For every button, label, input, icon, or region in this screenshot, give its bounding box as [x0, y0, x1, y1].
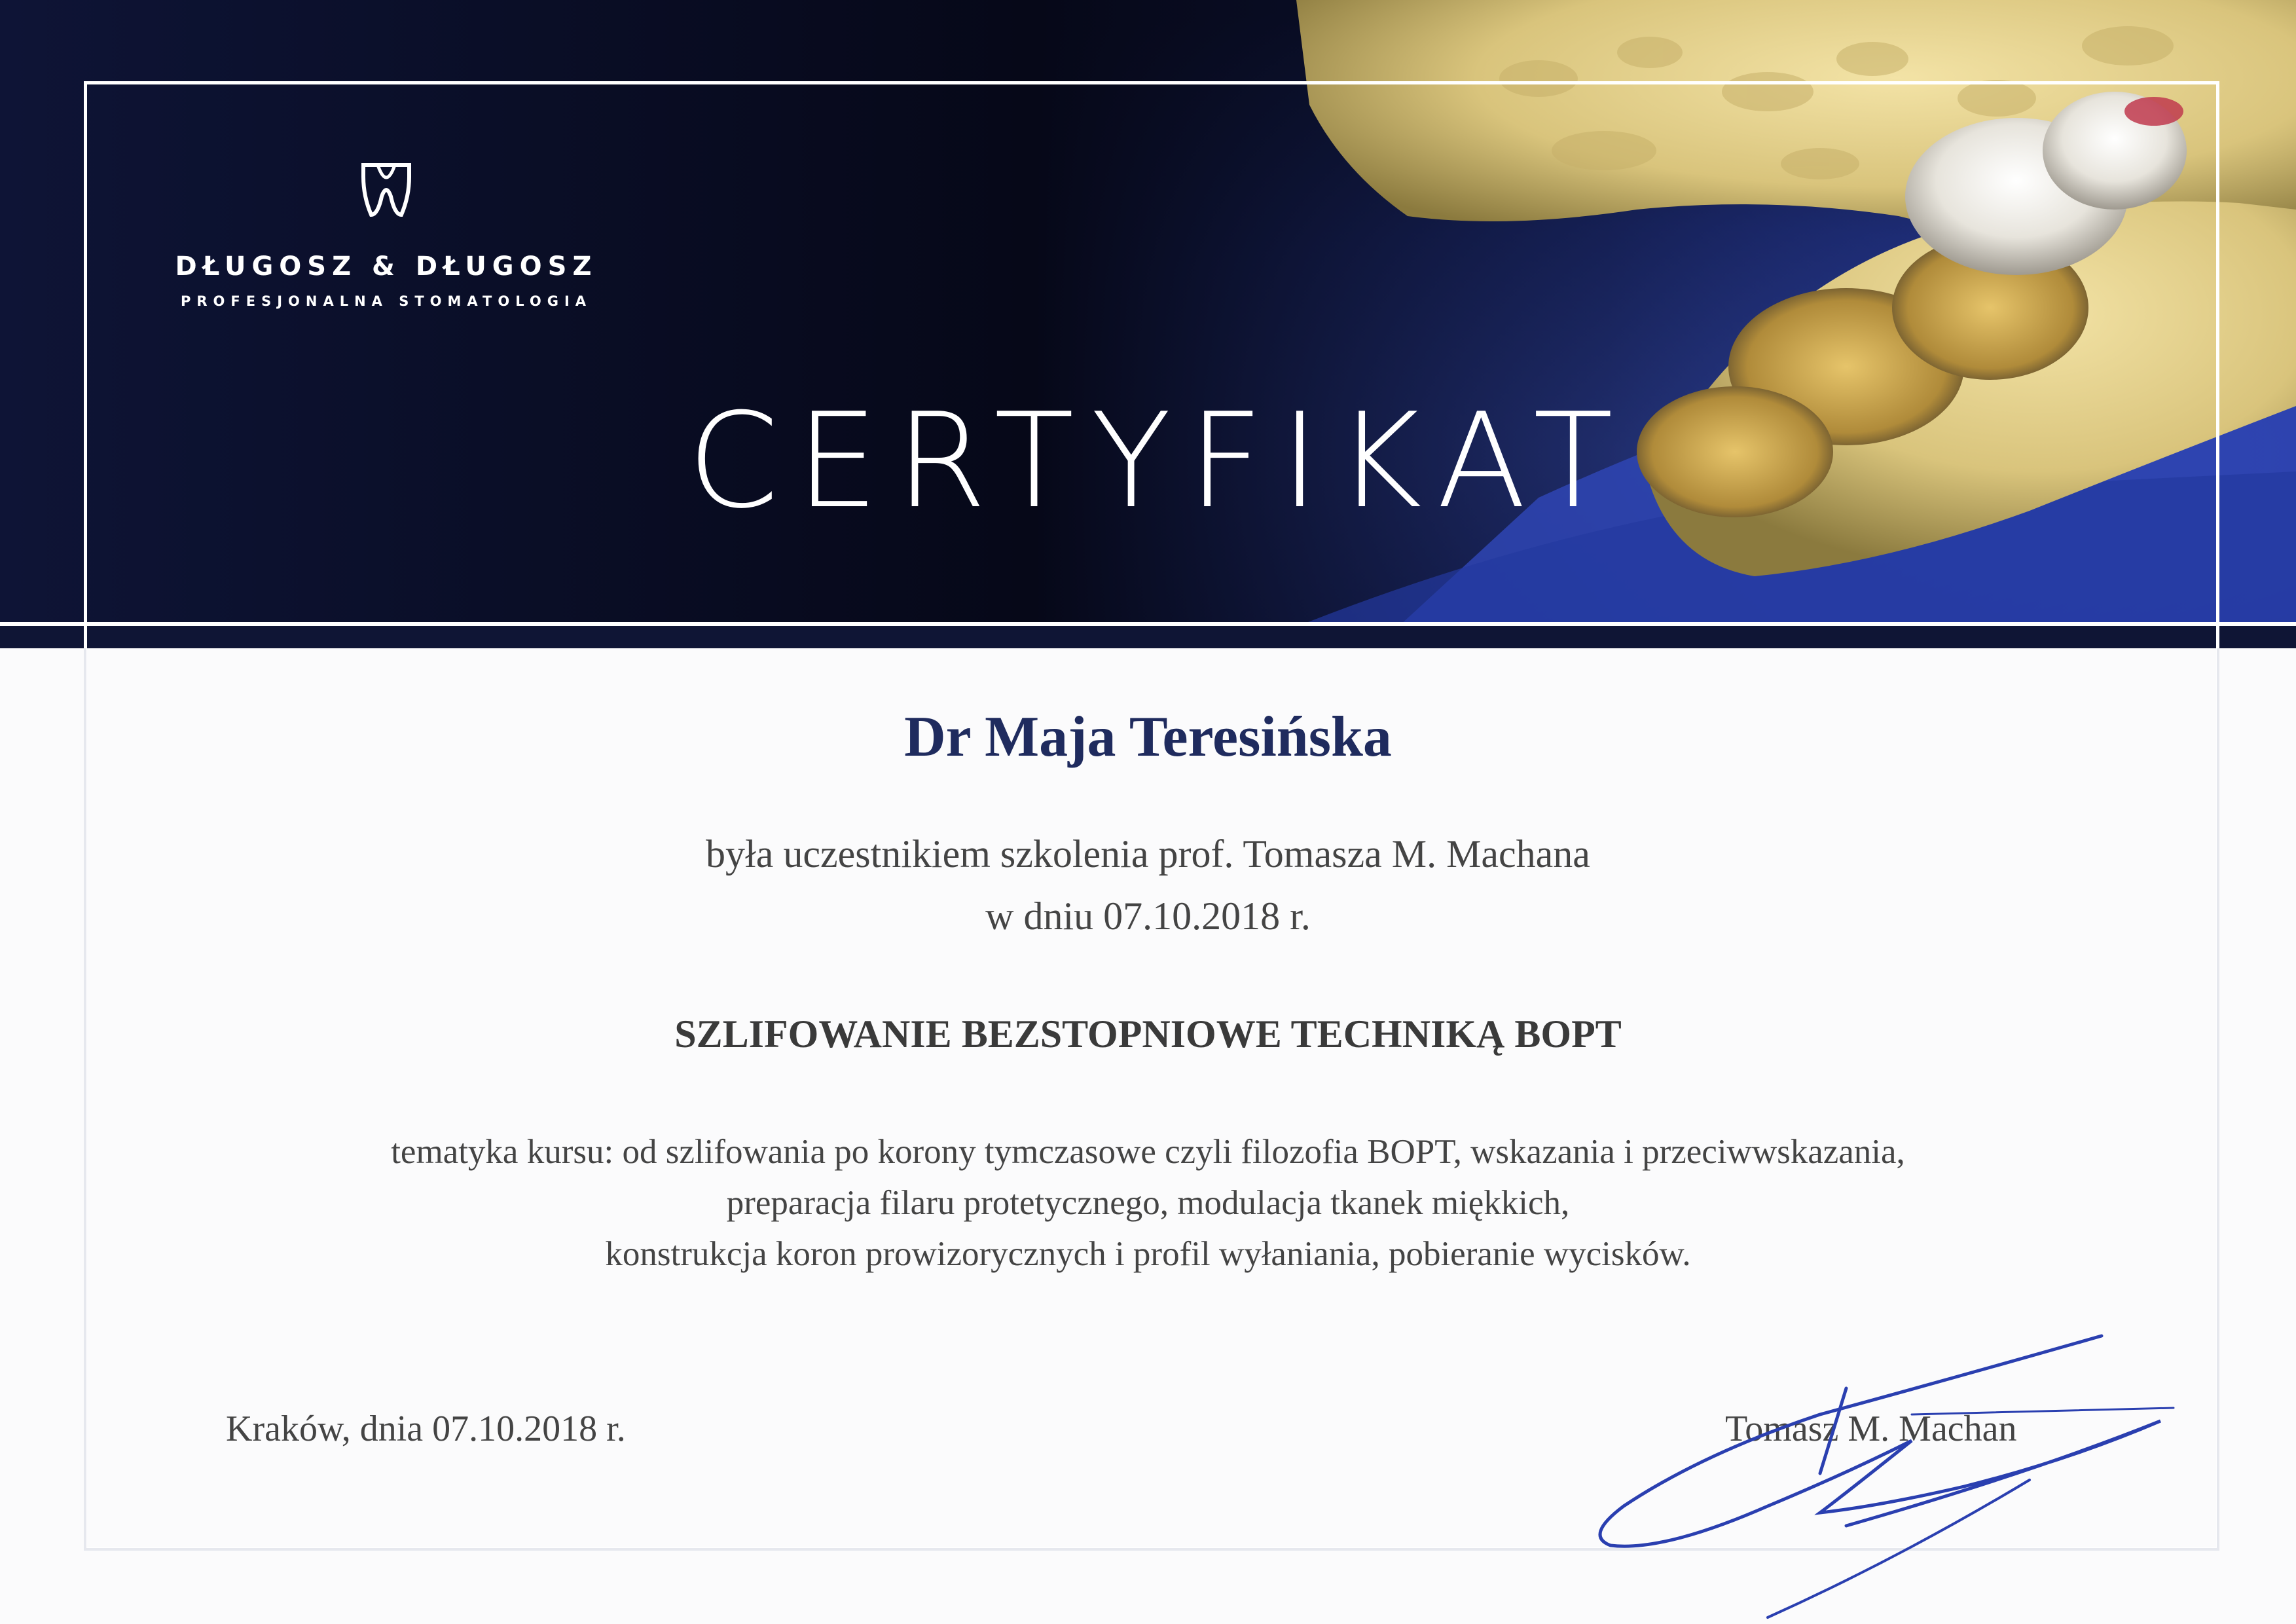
recipient-name: Dr Maja Teresińska [904, 705, 1392, 769]
clinic-name: DŁUGOSZ & DŁUGOSZ [175, 251, 598, 282]
certificate-title: CERTYFIKAT [687, 385, 1630, 538]
clinic-tagline: PROFESJONALNA STOMATOLOGIA [180, 293, 592, 309]
course-title: SZLIFOWANIE BEZSTOPNIOWE TECHNIKĄ BOPT [674, 1012, 1622, 1056]
header-banner [0, 0, 2296, 648]
place-and-date: Kraków, dnia 07.10.2018 r. [226, 1409, 626, 1449]
handwritten-signature [1571, 1310, 2193, 1624]
course-topics [0, 1126, 2296, 1280]
topics-line: preparacja filaru protetycznego, modulacja tkanek miękkich, [726, 1184, 1570, 1222]
topics-line: tematyka kursu: od szlifowania po korony tymczasowe czyli filozofia BOPT, wskazania i przeciwwskazania, [391, 1133, 1905, 1171]
dental-model-photo [0, 0, 2296, 648]
banner-bottom-stripe [0, 626, 2296, 648]
clinic-logo [170, 157, 602, 309]
signer-name: Tomasz M. Machan [1725, 1409, 2017, 1449]
tooth-logo-icon [357, 157, 416, 223]
topics-line: konstrukcja koron prowizorycznych i profil wyłaniania, pobieranie wycisków. [605, 1235, 1691, 1273]
participation-date: w dniu 07.10.2018 r. [985, 895, 1311, 938]
participation-text: była uczestnikiem szkolenia prof. Tomasza M. Machana [706, 832, 1590, 876]
